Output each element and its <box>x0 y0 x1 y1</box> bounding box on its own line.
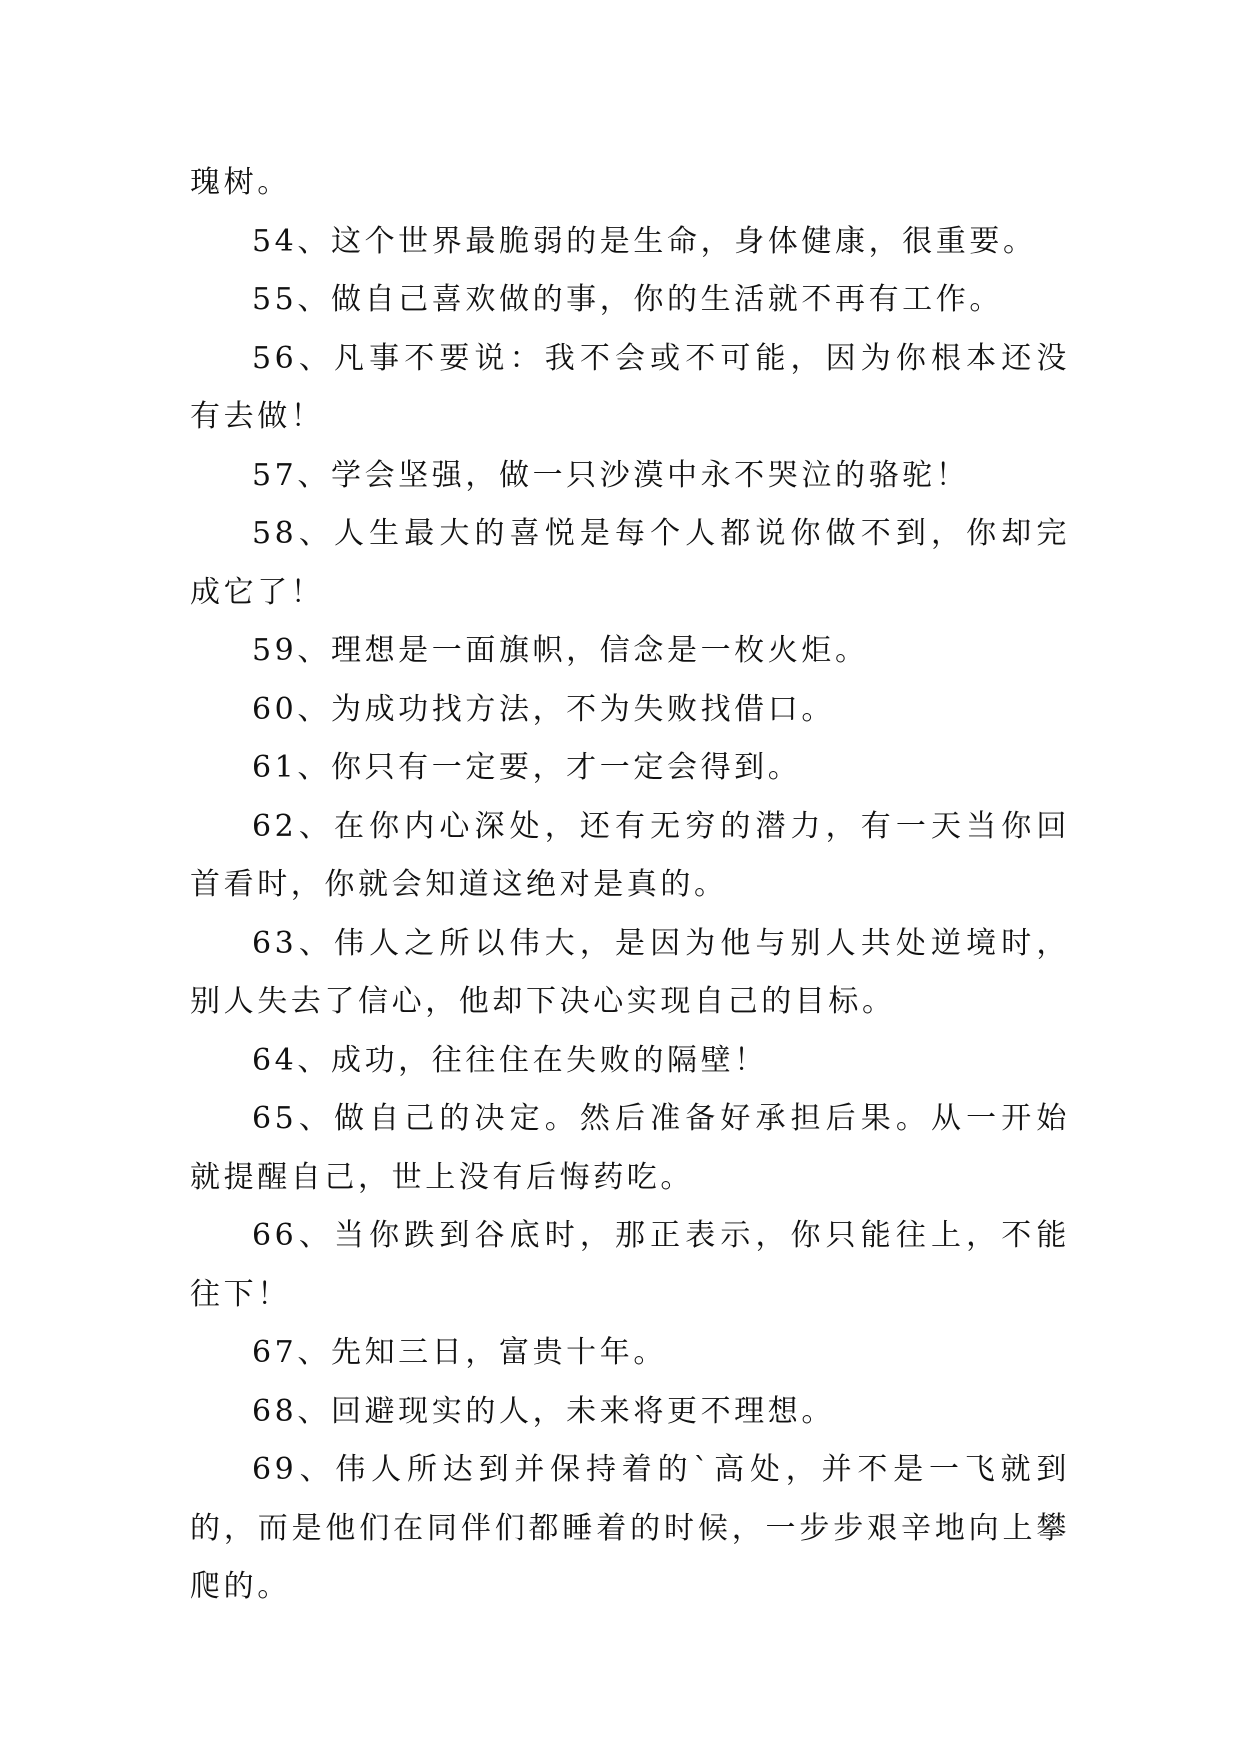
paragraph-12: 64、成功，往往住在失败的隔壁！ <box>252 1042 768 1078</box>
paragraph-5: 57、学会坚强，做一只沙漠中永不哭泣的骆驼！ <box>252 457 970 493</box>
paragraph-11: 63、伟人之所以伟大，是因为他与别人共处逆境时，别人失去了信心，他却下决心实现自己的目标。 <box>190 925 1070 1019</box>
paragraph-16: 68、回避现实的人，未来将更不理想。 <box>252 1393 835 1429</box>
paragraph-13: 65、做自己的决定。然后准备好承担后果。从一开始就提醒自己，世上没有后悔药吃。 <box>190 1101 1070 1195</box>
body-text <box>190 154 1070 1617</box>
paragraph-14: 66、当你跌到谷底时，那正表示，你只能往上，不能往下！ <box>190 1218 1070 1312</box>
paragraph-10: 62、在你内心深处，还有无穷的潜力，有一天当你回首看时，你就会知道这绝对是真的。 <box>190 808 1070 902</box>
paragraph-17: 69、伟人所达到并保持着的`高处，并不是一飞就到的，而是他们在同伴们都睡着的时候，一步步艰辛地向上攀爬的。 <box>190 1452 1070 1604</box>
paragraph-7: 59、理想是一面旗帜，信念是一枚火炬。 <box>252 633 869 668</box>
paragraph-4: 56、凡事不要说：我不会或不可能，因为你根本还没有去做！ <box>190 340 1070 434</box>
paragraph-6: 58、人生最大的喜悦是每个人都说你做不到，你却完成它了！ <box>190 516 1070 610</box>
paragraph-3: 55、做自己喜欢做的事，你的生活就不再有工作。 <box>252 282 1003 317</box>
paragraph-9: 61、你只有一定要，才一定会得到。 <box>252 750 802 785</box>
paragraph-15: 67、先知三日，富贵十年。 <box>252 1335 667 1370</box>
paragraph-8: 60、为成功找方法，不为失败找借口。 <box>252 691 835 727</box>
paragraph-2: 54、这个世界最脆弱的是生命，身体健康，很重要。 <box>252 223 1037 259</box>
paragraph-1: 瑰树。 <box>190 165 291 200</box>
